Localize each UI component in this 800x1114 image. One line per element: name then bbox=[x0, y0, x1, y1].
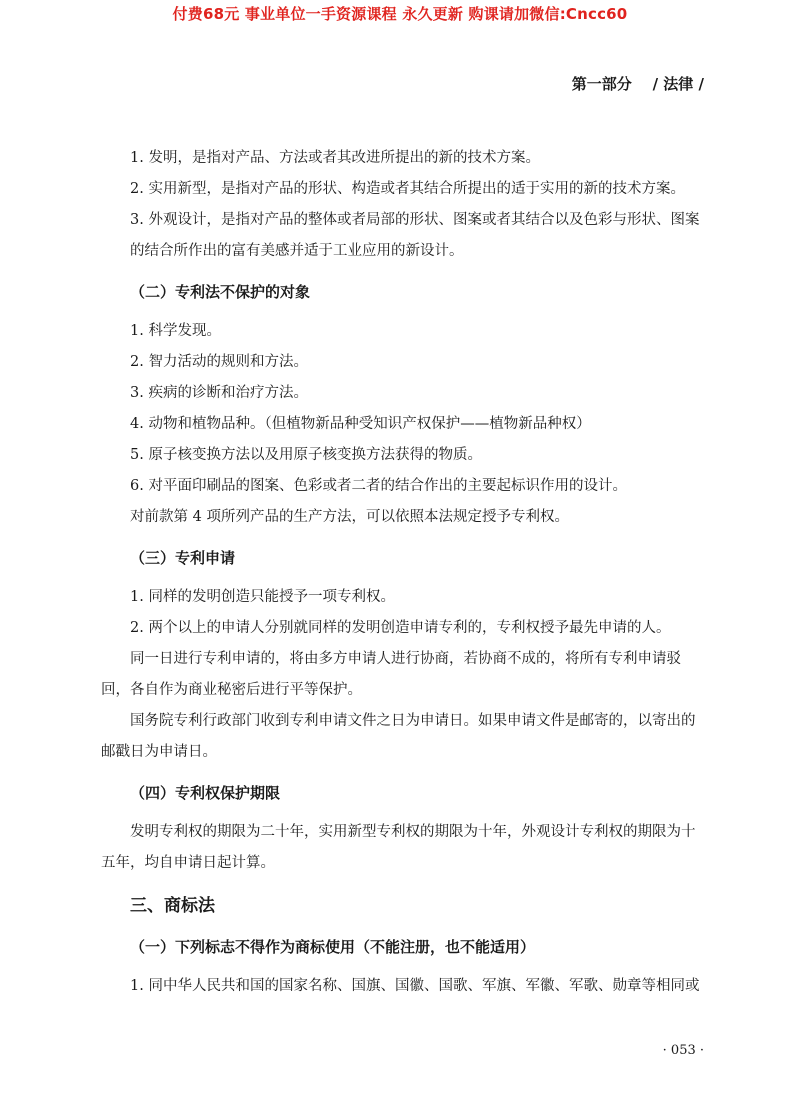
section-heading: （三）专利申请 bbox=[130, 549, 236, 567]
chapter-heading: 三、商标法 bbox=[130, 896, 215, 916]
section-heading: （四）专利权保护期限 bbox=[130, 784, 281, 802]
paragraph: 国务院专利行政部门收到专利申请文件之日为申请日。如果申请文件是邮寄的，以寄出的邮戳日为申请日。 bbox=[101, 713, 696, 760]
section-heading: （二）专利法不保护的对象 bbox=[130, 283, 311, 301]
paragraph: 3. 外观设计，是指对产品的整体或者局部的形状、图案或者其结合以及色彩与形状、图案的结合所作出的富有美感并适于工业应用的新设计。 bbox=[130, 212, 700, 259]
paragraph: 1. 科学发现。 bbox=[130, 323, 221, 339]
paragraph: 1. 同样的发明创造只能授予一项专利权。 bbox=[130, 589, 395, 605]
paragraph: 2. 智力活动的规则和方法。 bbox=[130, 354, 308, 370]
paragraph: 2. 两个以上的申请人分别就同样的发明创造申请专利的，专利权授予最先申请的人。 bbox=[130, 620, 671, 636]
paragraph: 1. 发明，是指对产品、方法或者其改进所提出的新的技术方案。 bbox=[130, 150, 540, 166]
page-body bbox=[101, 143, 705, 1002]
paragraph: 2. 实用新型，是指对产品的形状、构造或者其结合所提出的适于实用的新的技术方案。 bbox=[130, 181, 685, 197]
paragraph: 5. 原子核变换方法以及用原子核变换方法获得的物质。 bbox=[130, 447, 482, 463]
paragraph: 6. 对平面印刷品的图案、色彩或者二者的结合作出的主要起标识作用的设计。 bbox=[130, 478, 627, 494]
paragraph: 对前款第 4 项所列产品的生产方法，可以依照本法规定授予专利权。 bbox=[130, 509, 569, 525]
paragraph: 3. 疾病的诊断和治疗方法。 bbox=[130, 385, 308, 401]
section-heading: （一）下列标志不得作为商标使用（不能注册，也不能适用） bbox=[130, 938, 536, 956]
paragraph: 4. 动物和植物品种。（但植物新品种受知识产权保护——植物新品种权） bbox=[130, 416, 591, 432]
paragraph: 发明专利权的期限为二十年，实用新型专利权的期限为十年，外观设计专利权的期限为十五年，均自申请日起计算。 bbox=[101, 824, 696, 871]
running-head: 第一部分 / 法律 / bbox=[571, 75, 704, 93]
paragraph: 1. 同中华人民共和国的国家名称、国旗、国徽、国歌、军旗、军徽、军歌、勋章等相同或 bbox=[130, 978, 700, 994]
promo-banner: 付费68元 事业单位一手资源课程 永久更新 购课请加微信:Cncc60 bbox=[172, 5, 628, 23]
page-number: · 053 · bbox=[662, 1043, 704, 1058]
paragraph: 同一日进行专利申请的，将由多方申请人进行协商，若协商不成的，将所有专利申请驳回，各自作为商业秘密后进行平等保护。 bbox=[101, 651, 681, 698]
